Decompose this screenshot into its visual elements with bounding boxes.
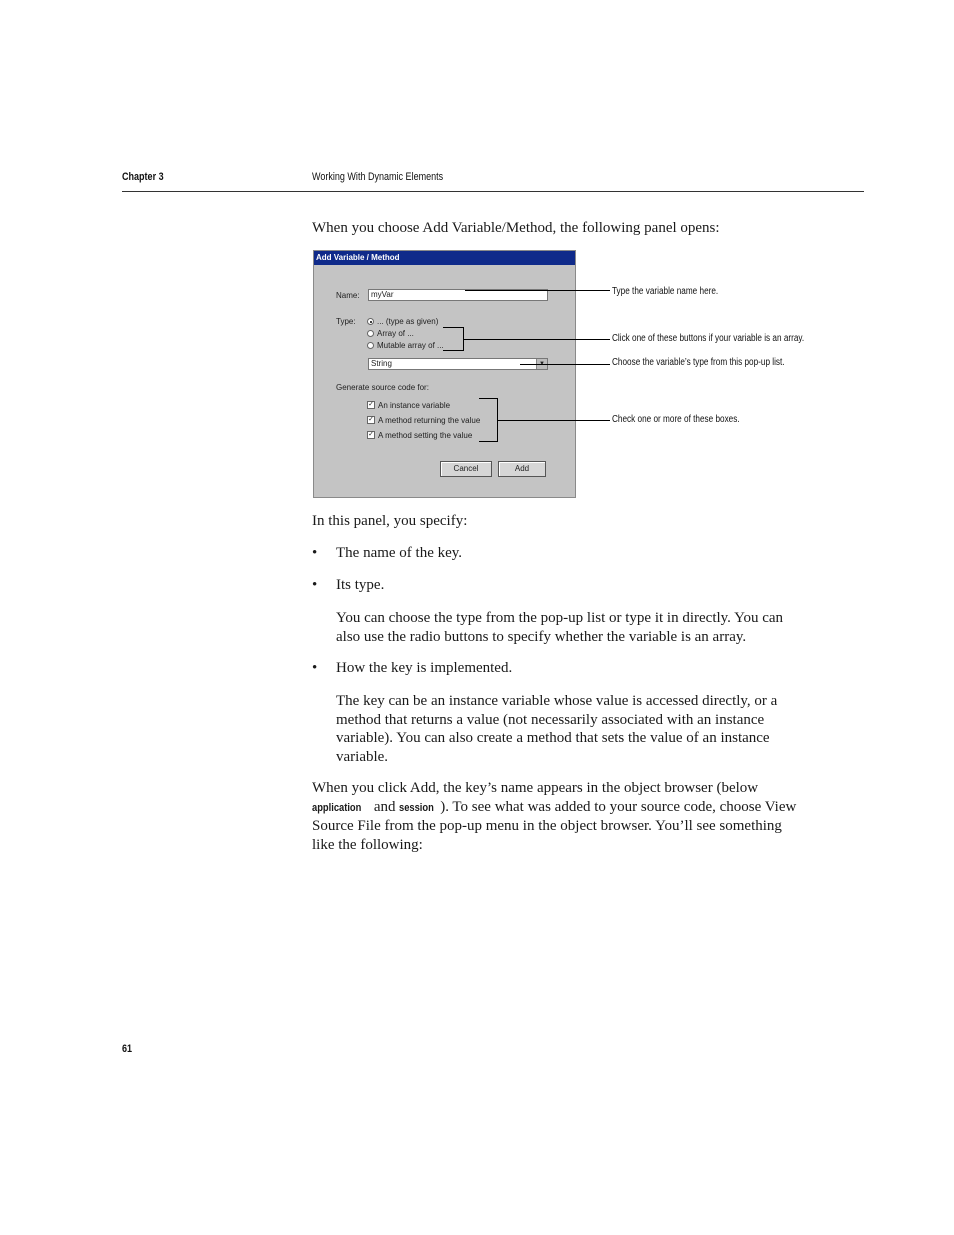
radio-label-array-of: Array of ... [377,329,414,338]
running-title: Working With Dynamic Elements [312,171,444,183]
callout-checks: Check one or more of these boxes. [612,414,740,425]
checkbox-label-method-returning: A method returning the value [378,416,481,425]
checkbox-method-returning[interactable]: ✓ [368,416,374,423]
closing-text-3: ). To see what was added to your source code, choose View Source File from the pop-up menu in the object browser. You’ll see something like the following: [312,798,797,853]
callout-line-checks [498,420,610,421]
bracket-checks-top [479,398,498,399]
checkbox-method-setting[interactable]: ✓ [368,431,374,438]
callout-popup: Choose the variable’s type from this pop-up list. [612,357,785,368]
code-application: application [312,801,362,814]
code-session: session [399,801,435,814]
callout-line-radios [464,339,610,340]
checkbox-label-method-setting: A method setting the value [378,431,473,440]
generate-label: Generate source code for: [336,383,429,392]
add-variable-dialog [313,250,576,498]
closing-paragraph [312,779,802,854]
bracket-checks-bottom [479,441,498,442]
radio-type-as-given[interactable] [367,318,374,325]
callout-line-popup [520,364,610,365]
callout-name: Type the variable name here. [612,286,719,297]
type-label: Type: [336,317,356,326]
intro-paragraph: When you choose Add Variable/Method, the following panel opens: [312,220,720,236]
radio-mutable-array-of[interactable] [367,342,374,349]
checkbox-label-instance-variable: An instance variable [378,401,451,410]
name-field[interactable]: myVar [368,289,548,301]
bullet-glyph: • [312,545,318,561]
bullet-glyph: • [312,577,318,593]
add-button[interactable]: Add [498,461,546,477]
dialog-title-bar: Add Variable / Method [314,251,575,265]
callout-radios: Click one of these buttons if your variable is an array. [612,333,805,344]
name-label: Name: [336,291,360,300]
type-detail-paragraph: You can choose the type from the pop-up list or type it in directly. You can also use the radio buttons to specify whether the variable is an array. [336,610,784,645]
bullet-glyph: • [312,660,318,676]
radio-array-of[interactable] [367,330,374,337]
page-number: 61 [122,1043,133,1055]
radio-label-type-as-given: ... (type as given) [377,317,439,326]
specify-intro: In this panel, you specify: [312,513,468,529]
type-popup-value: String [371,359,392,368]
checkbox-instance-variable[interactable]: ✓ [368,401,374,408]
callout-line-name [465,290,610,291]
bullet-implementation: How the key is implemented. [336,660,513,676]
radio-label-mutable-array-of: Mutable array of ... [377,341,444,350]
header-rule [122,191,864,192]
bracket-radios-top [443,327,464,328]
closing-text-2: and [370,798,400,815]
cancel-button[interactable]: Cancel [440,461,492,477]
chapter-label: Chapter 3 [122,171,164,183]
bullet-name-of-key: The name of the key. [336,545,463,561]
closing-text-1: When you click Add, the key’s name appears in the object browser (below [312,780,759,796]
implementation-detail-paragraph: The key can be an instance variable whose value is accessed directly, or a method that returns a value (not necessarily associated with an instance variable). You can also create a method that sets the value of an instance variable. [336,693,778,765]
bullet-its-type: Its type. [336,577,385,593]
bracket-radios-bottom [443,350,464,351]
